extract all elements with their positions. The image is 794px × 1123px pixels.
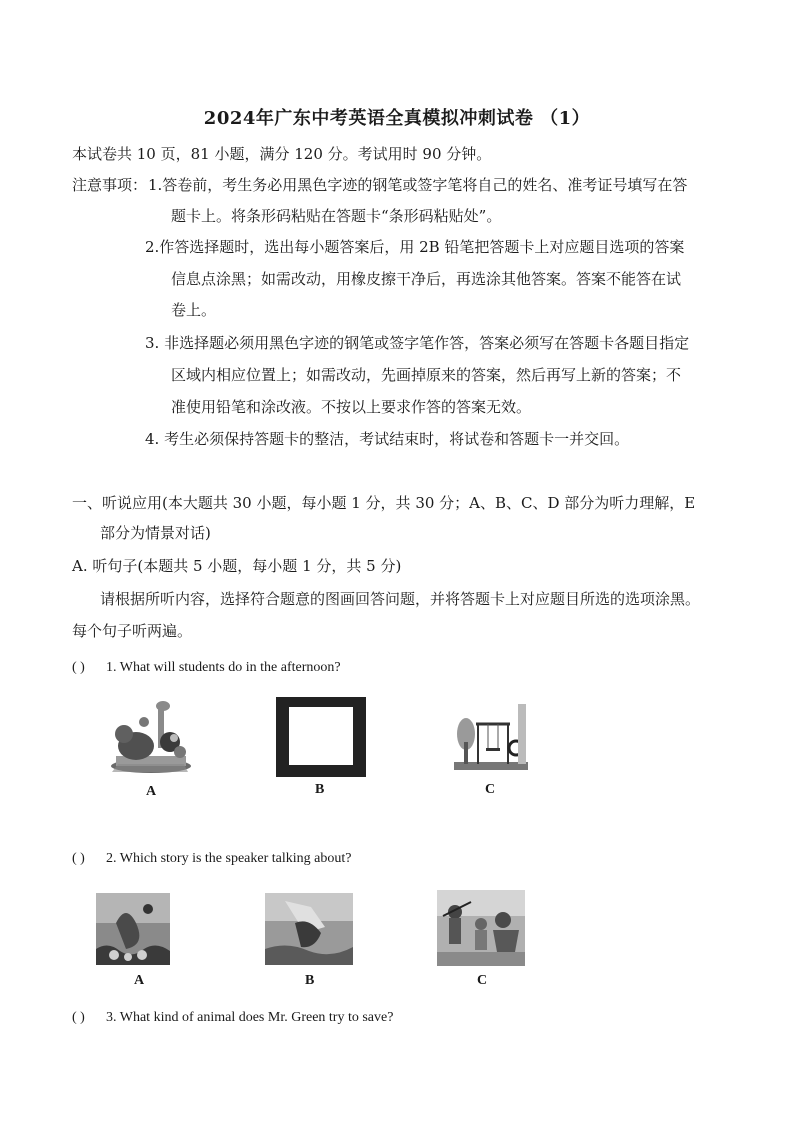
q2-option-c-story-image[interactable] <box>437 890 525 966</box>
q2-option-a-label: A <box>134 973 145 988</box>
q2-option-b-label: B <box>305 973 315 988</box>
question-1 <box>72 660 341 676</box>
q1-option-a-zoo-animals-image[interactable] <box>108 694 194 776</box>
question-2 <box>72 851 351 867</box>
answer-blank[interactable]: ( ) <box>72 660 85 675</box>
q1-option-c-playground-image[interactable] <box>454 698 528 772</box>
part-a-instruction-line-2: 每个句子听两遍。 <box>72 622 193 640</box>
section-heading-line-2: 部分为情景对话) <box>100 524 211 542</box>
note-4-line-1: 4. 考生必须保持答题卡的整洁，考试结束时，将试卷和答题卡一并交回。 <box>145 430 630 448</box>
exam-intro: 本试卷共 10 页，81 小题，满分 120 分。考试用时 90 分钟。 <box>72 145 492 163</box>
note-1-line-2: 题卡上。将条形码粘贴在答题卡“条形码粘贴处”。 <box>171 207 502 225</box>
note-3-line-2: 区域内相应位置上；如需改动，先画掉原来的答案，然后再写上新的答案；不 <box>171 366 682 384</box>
answer-blank[interactable]: ( ) <box>72 851 85 866</box>
q2-option-c-label: C <box>477 973 488 988</box>
q2-option-b-story-image[interactable] <box>265 893 353 965</box>
notes-label: 注意事项： <box>72 176 148 194</box>
part-a-heading: A. 听句子(本题共 5 小题，每小题 1 分，共 5 分) <box>72 557 402 575</box>
question-2-text: 2. Which story is the speaker talking about? <box>106 851 352 866</box>
question-3 <box>72 1010 393 1026</box>
question-1-text: 1. What will students do in the afternoon? <box>106 660 341 675</box>
note-2-line-2: 信息点涂黑；如需改动，用橡皮擦干净后，再选涂其他答案。答案不能答在试 <box>171 270 682 288</box>
note-2-line-1: 2.作答选择题时，选出每小题答案后，用 2B 铅笔把答题卡上对应题目选项的答案 <box>145 238 685 256</box>
note-1-line-1: 1.答卷前，考生务必用黑色字迹的钢笔或签字笔将自己的姓名、准考证号填写在答 <box>148 176 688 194</box>
q2-option-a-story-image[interactable] <box>96 893 170 965</box>
page-title: 2024年广东中考英语全真模拟冲刺试卷 （1） <box>203 108 591 129</box>
note-2-line-3: 卷上。 <box>171 301 217 319</box>
q1-option-a-label: A <box>146 784 157 799</box>
note-3-line-3: 准使用铅笔和涂改液。不按以上要求作答的答案无效。 <box>171 398 532 416</box>
q1-option-b-label: B <box>315 782 325 797</box>
question-3-text: 3. What kind of animal does Mr. Green try to save? <box>106 1010 394 1025</box>
part-a-instruction-line-1: 请根据所听内容，选择符合题意的图画回答问题，并将答题卡上对应题目所选的选项涂黑。 <box>100 590 701 608</box>
answer-blank[interactable]: ( ) <box>72 1010 85 1025</box>
section-heading-line-1: 一、听说应用(本大题共 30 小题，每小题 1 分，共 30 分；A、B、C、D 部分为听力理解，E <box>72 494 696 512</box>
note-3-line-1: 3. 非选择题必须用黑色字迹的钢笔或签字笔作答，答案必须写在答题卡各题目指定 <box>145 334 690 352</box>
q1-option-c-label: C <box>485 782 496 797</box>
q1-option-b-screen-image[interactable] <box>276 697 366 777</box>
